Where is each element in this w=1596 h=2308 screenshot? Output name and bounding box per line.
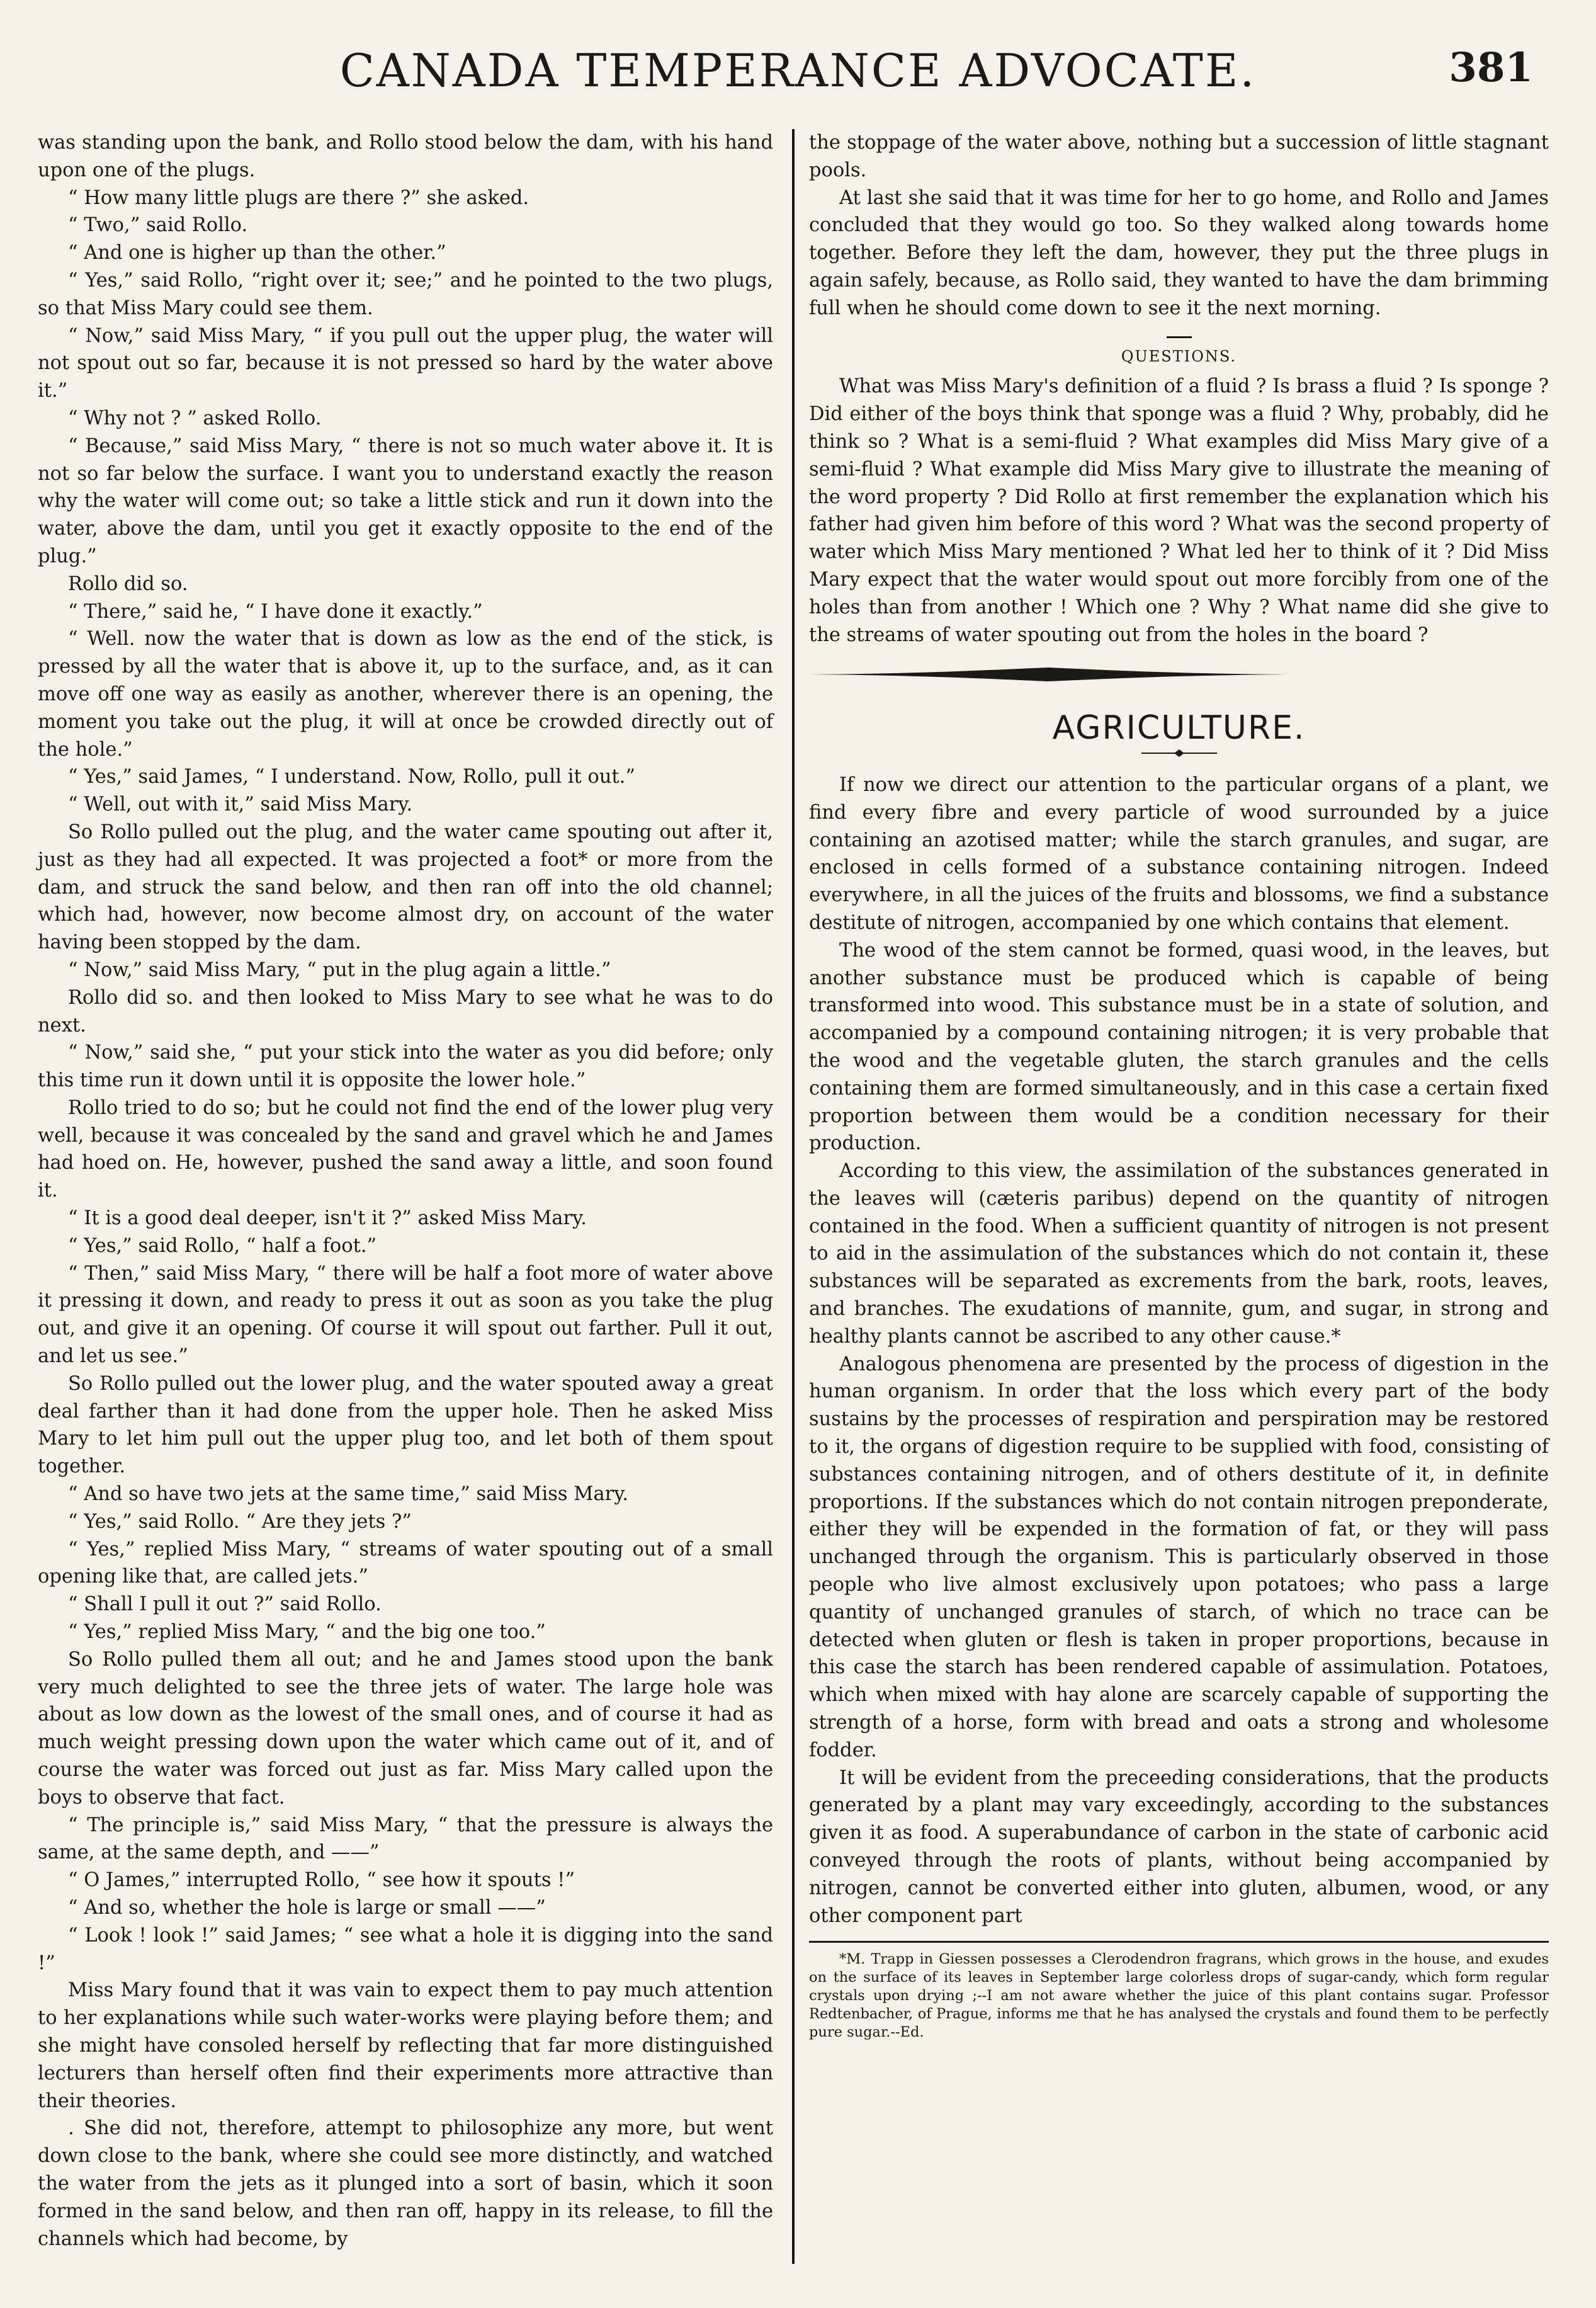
paragraph: was standing upon the bank, and Rollo stood below the dam, with his hand upon one of the plugs. <box>38 132 773 181</box>
right-column <box>809 129 1549 2042</box>
paragraph: Miss Mary found that it was vain to expect them to pay much attention to her explanations while such water-works were playing before them; and she might have consoled herself by reflecting that far more distinguished lecturers than herself often find their experiments more attractive than their theories. <box>38 1979 773 2112</box>
paragraph: the stoppage of the water above, nothing but a succession of little stagnant pools. <box>809 132 1549 181</box>
masthead <box>0 44 1596 120</box>
paragraph: “ Yes,” said Rollo, “ half a foot.” <box>68 1234 377 1257</box>
paragraph: It will be evident from the preceeding considerations, that the products generated by a plant may vary exceedingly, according to the substances given it as food. A superabundance of carbon in the state of carbonic acid conveyed through the roots of plants, without being accompanied by nitrogen, cannot be converted either into gluten, albumen, wood, or any other component part <box>809 1766 1549 1927</box>
paragraph: So Rollo pulled them all out; and he and James stood upon the bank very much delighted to see the three jets of water. The large hole was about as low down as the lowest of the small ones, and of course it had as much weight pressing down upon the water which came out of it, and of course the water was forced out just as far. Miss Mary called upon the boys to observe that fact. <box>38 1648 773 1809</box>
footnote-rule <box>809 1941 1549 1943</box>
paragraph: “ Yes,” replied Miss Mary, “ streams of water spouting out of a small opening like that, are called jets.” <box>38 1538 773 1588</box>
paragraph: “ Yes,” said James, “ I understand. Now, Rollo, pull it out.” <box>68 766 635 788</box>
left-column <box>38 129 773 2253</box>
paragraph: “ Yes,” said Rollo, “right over it; see;” and he pointed to the two plugs, so that Miss Mary could see them. <box>38 269 773 319</box>
paragraph: So Rollo pulled out the plug, and the water came spouting out after it, just as they had all expected. It was projected a foot* or more from the dam, and struck the sand below, and then ran off into the old channel; which had, however, now become almost dry, on account of the water having been stopped by the dam. <box>38 821 773 954</box>
paragraph: Rollo tried to do so; but he could not find the end of the lower plug very well, because it was concealed by the sand and gravel which he and James had hoed on. He, however, pushed the sand away a little, and soon found it. <box>38 1096 773 1202</box>
paragraph: “ There,” said he, “ I have done it exactly.” <box>68 600 483 623</box>
questions-heading: QUESTIONS. <box>1121 347 1237 365</box>
paragraph: “ Two,” said Rollo. <box>68 214 248 237</box>
paragraph: Rollo did so. and then looked to Miss Mary to see what he was to do next. <box>38 986 773 1037</box>
paragraph: “ Because,” said Miss Mary, “ there is not so much water above it. It is not so far below the surface. I want you to understand exactly the reason why the water will come out; so take a little stick and run it down into the water, above the dam, until you get it exactly opposite to the end of the plug.” <box>38 435 773 567</box>
paragraph: “ It is a good deal deeper, isn't it ?” asked Miss Mary. <box>68 1207 587 1230</box>
paragraph: “ How many little plugs are there ?” she asked. <box>68 186 529 209</box>
paragraph: “ And so have two jets at the same time,” said Miss Mary. <box>68 1483 629 1506</box>
publication-title: CANADA TEMPERANCE ADVOCATE. <box>339 44 1257 97</box>
paragraph: “ Now,” said Miss Mary, “ if you pull out the upper plug, the water will not spout out so far, because it is not pressed so hard by the water above it.” <box>38 324 773 402</box>
paragraph: Analogous phenomena are presented by the process of digestion in the human organism. In order that the loss which every part of the body sustains by the processes of respiration and perspiration may be restored to it, the organs of digestion require to be supplied with food, consisting of substances containing nitrogen, and of others destitute of it, in definite proportions. If the substances which do not contain nitrogen preponderate, either they will be expended in the formation of fat, or they will pass unchanged through the organism. This is particularly observed in those people who live almost exclusively upon potatoes; who pass a large quantity of unchanged granules of starch, of which no trace can be detected when gluten or flesh is taken in proper proportions, because in this case the starch has been rendered capable of assimulation. Potatoes, which when mixed with hay alone are scarcely capable of supporting the strength of a horse, form with bread and oats a strong and wholesome fodder. <box>809 1353 1549 1761</box>
column-divider <box>792 129 795 2264</box>
paragraph: “ Then,” said Miss Mary, “ there will be half a foot more of water above it pressing it down, and ready to press it out as soon as you take the plug out, and give it an opening. Of course it will spout out farther. Pull it out, and let us see.” <box>38 1262 773 1368</box>
paragraph: “ Now,” said she, “ put your stick into the water as you did before; only this time run it down until it is opposite the lower hole.” <box>38 1042 773 1092</box>
section-heading: AGRICULTURE. <box>1052 709 1306 748</box>
paragraph: “ Why not ? ” asked Rollo. <box>68 407 322 429</box>
paragraph: “ Well, out with it,” said Miss Mary. <box>68 793 413 816</box>
paragraph: If now we direct our attention to the particular organs of a plant, we find every fibre and every particle of wood surrounded by a juice containing an azotised matter; while the starch granules, and sugar, are enclosed in cells formed of a substance containing nitrogen. Indeed everywhere, in all the juices of the fruits and blossoms, we find a substance destitute of nitrogen, accompanied by one which contains that element. <box>809 773 1549 934</box>
paragraph: So Rollo pulled out the lower plug, and the water spouted away a great deal farther than it had done from the upper hole. Then he asked Miss Mary to let him pull out the upper plug too, and let both of them spout together. <box>38 1372 773 1478</box>
divider-ornament <box>809 665 1288 684</box>
paragraph: “ Yes,” replied Miss Mary, “ and the big one too.” <box>68 1621 546 1644</box>
paragraph: “ The principle is,” said Miss Mary, “ that the pressure is always the same, at the same depth, and ——” <box>38 1814 773 1864</box>
paragraph: “ And one is higher up than the other.” <box>68 242 446 264</box>
short-rule <box>1167 336 1192 338</box>
paragraph: “ Shall I pull it out ?” said Rollo. <box>68 1593 382 1616</box>
paragraph: “ Look ! look !” said James; “ see what a hole it is digging into the sand !” <box>38 1924 773 1974</box>
page-number: 381 <box>1449 44 1533 91</box>
paragraph: “ And so, whether the hole is large or small ——” <box>68 1897 546 1919</box>
paragraph: At last she said that it was time for her to go home, and Rollo and James concluded that they would go too. So they walked along towards home together. Before they left the dam, however, they put the three plugs in again safely, because, as Rollo said, they wanted to have the dam brimming full when he should come down to see it the next morning. <box>809 186 1549 319</box>
paragraph: The wood of the stem cannot be formed, quasi wood, in the leaves, but another substance must be produced which is capable of being transformed into wood. This substance must be in a state of solution, and accompanied by a compound containing nitrogen; it is very probable that the wood and the vegetable gluten, the starch granules and the cells containing them are formed simultaneously, and in this case a certain fixed proportion between them would be a condition necessary for their production. <box>809 939 1549 1155</box>
paragraph: Rollo did so. <box>68 572 188 595</box>
paragraph: “ Now,” said Miss Mary, “ put in the plug again a little.” <box>68 958 611 981</box>
paragraph: “ O James,” interrupted Rollo, “ see how it spouts !” <box>68 1869 575 1892</box>
paragraph: “ Well. now the water that is down as low as the end of the stick, is pressed by all the water that is above it, up to the surface, and, as it can move off one way as easily as another, wherever there is an opening, the moment you take out the plug, it will at once be crowded directly out of the hole.” <box>38 628 773 761</box>
heading-ornament <box>1141 749 1217 758</box>
footnote: *M. Trapp in Giessen possesses a Clerodendron fragrans, which grows in the house, and exudes on the surface of its leaves in September large colorless drops of sugar-candy, which form regular crystals upon drying ;--I am not aware whether the juice of this plant contains sugar. Professor Redtenbacher, of Prague, informs me that he has analysed the crystals and found them to be perfectly pure sugar.--Ed. <box>809 1951 1549 2041</box>
questions-paragraph: What was Miss Mary's definition of a fluid ? Is brass a fluid ? Is sponge ? Did either of the boys think that sponge was a fluid ? Why, probably, did he think so ? What is a semi-fluid ? What examples did Miss Mary give of a semi-fluid ? What example did Miss Mary give to illustrate the meaning of the word property ? Did Rollo at first remember the explanation which his father had given him before of this word ? What was the second property of water which Miss Mary mentioned ? What led her to think of it ? Did Miss Mary expect that the water would spout out more forcibly from one of the holes than from another ! Which one ? Why ? What name did she give to the streams of water spouting out from the holes in the board ? <box>809 375 1549 646</box>
paragraph: “ Yes,” said Rollo. “ Are they jets ?” <box>68 1510 412 1533</box>
paragraph: . She did not, therefore, attempt to philosophize any more, but went down close to the bank, where she could see more distinctly, and watched the water from the jets as it plunged into a sort of basin, which it soon formed in the sand below, and then ran off, happy in its release, to fill the channels which had become, by <box>38 2117 773 2250</box>
paragraph: According to this view, the assimilation of the substances generated in the leaves will (cæteris paribus) depend on the quantity of nitrogen contained in the food. When a sufficient quantity of nitrogen is not present to aid in the assimulation of the substances which do not contain it, these substances will be separated as excrements from the bark, roots, leaves, and branches. The exudations of mannite, gum, and sugar, in strong and healthy plants cannot be ascribed to any other cause.* <box>809 1160 1549 1348</box>
